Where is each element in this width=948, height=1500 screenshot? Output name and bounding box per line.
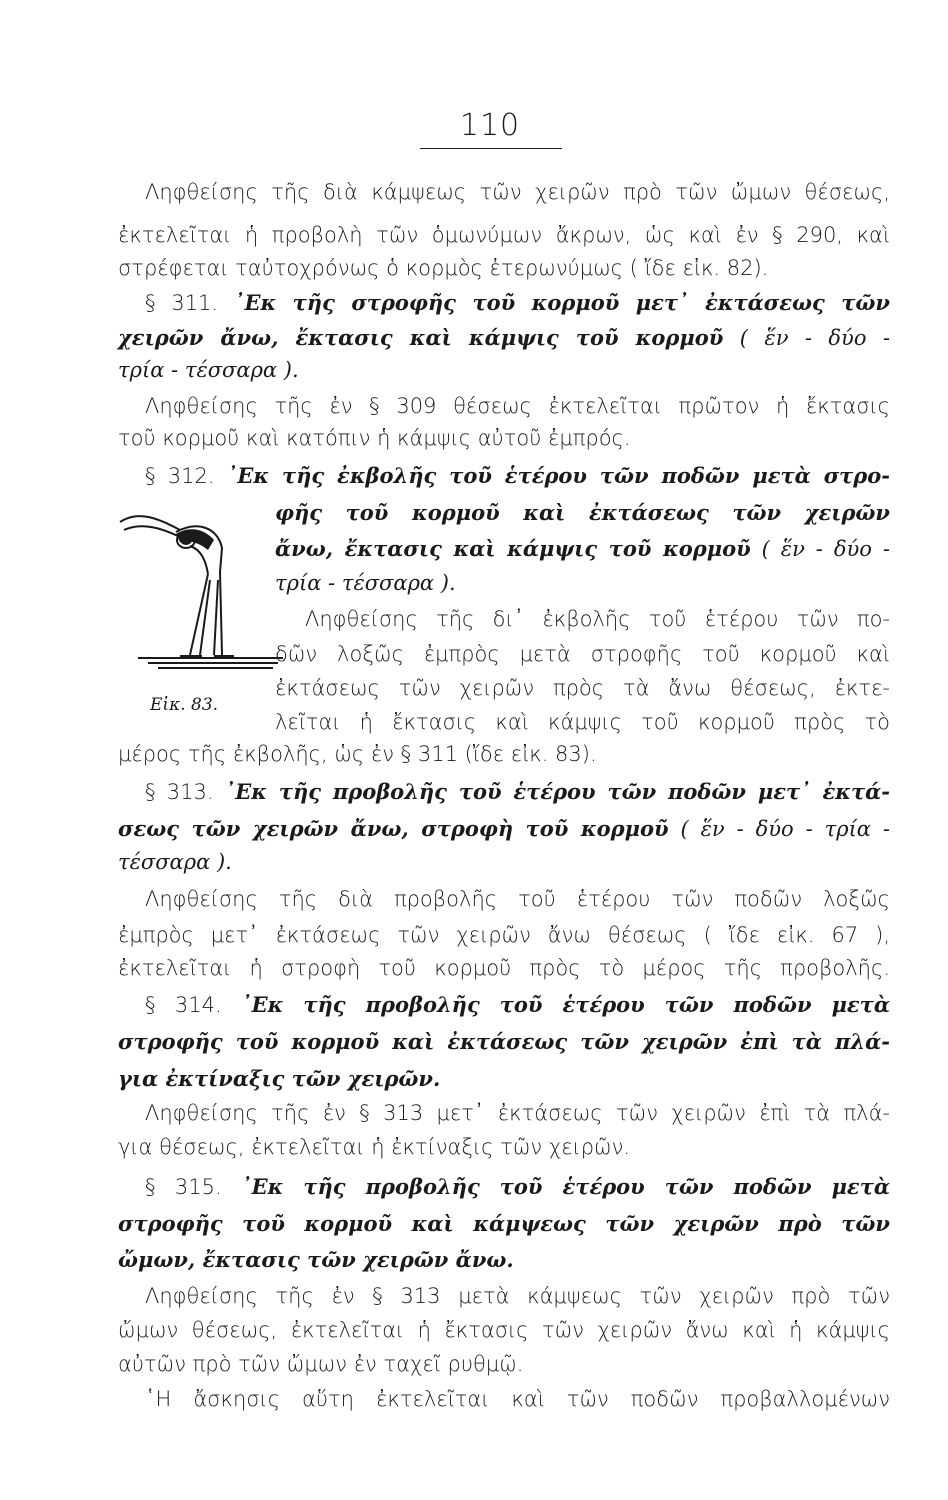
section-heading: ὤμων, ἔκτασις τῶν χειρῶν ἄνω. xyxy=(118,1247,514,1272)
text-line: μέρος τῆς ἐκβολῆς, ὡς ἐν § 311 (ἴδε εἰκ. 83). xyxy=(118,742,597,766)
text-line: ἐμπρὸς μετ᾿ ἐκτάσεως τῶν χειρῶν ἄνω θέσεως ( ἴδε εἰκ. 67 ), xyxy=(118,923,890,947)
text-line: στρέφεται ταὐτοχρόνως ὁ κορμὸς ἑτερωνύμως ( ἴδε εἰκ. 82). xyxy=(118,256,769,280)
section-heading: ἄνω, ἔκτασις καὶ κάμψις τοῦ κορμοῦ ( ἕν - δύο - xyxy=(275,536,890,561)
section-heading: σεως τῶν χειρῶν ἄνω, στροφὴ τοῦ κορμοῦ ( ἕν - δύο - τρία - xyxy=(118,816,891,841)
text-line: ἐκτελεῖται ἡ στροφὴ τοῦ κορμοῦ πρὸς τὸ μέρος τῆς προβολῆς. xyxy=(118,956,890,980)
figure-caption: Εἰκ. 83. xyxy=(150,695,219,715)
text-line: λεῖται ἡ ἔκτασις καὶ κάμψις τοῦ κορμοῦ πρὸς τὸ xyxy=(275,710,890,734)
text-line: ἐκτάσεως τῶν χειρῶν πρὸς τὰ ἄνω θέσεως, ἐκτε- xyxy=(275,676,890,700)
text-line: για θέσεως, ἐκτελεῖται ἡ ἐκτίναξις τῶν χειρῶν. xyxy=(118,1135,631,1159)
gymnast-figure xyxy=(118,500,288,685)
text-line: Ληφθείσης τῆς ἐν § 313 μετὰ κάμψεως τῶν χειρῶν πρὸ τῶν xyxy=(145,1284,890,1308)
text-line: Ληφθείσης τῆς δι᾿ ἐκβολῆς τοῦ ἑτέρου τῶν πο- xyxy=(305,607,890,631)
text-line: Ληφθείσης τῆς ἐν § 313 μετ᾿ ἐκτάσεως τῶν χειρῶν ἐπὶ τὰ πλά- xyxy=(145,1101,890,1125)
section-heading: § 312. ᾿Εκ τῆς ἐκβολῆς τοῦ ἑτέρου τῶν ποδῶν μετὰ στρο- xyxy=(145,463,890,488)
section-heading: § 315. ᾿Εκ τῆς προβολῆς τοῦ ἑτέρου τῶν ποδῶν μετὰ xyxy=(145,1174,890,1199)
text-line: ῾Η ἄσκησις αὕτη ἐκτελεῖται καὶ τῶν ποδῶν προβαλλομένων xyxy=(145,1387,890,1411)
section-heading: § 313. ᾿Εκ τῆς προβολῆς τοῦ ἑτέρου τῶν ποδῶν μετ᾿ ἐκτά- xyxy=(145,779,890,804)
text-line: ἐκτελεῖται ἡ προβολὴ τῶν ὁμωνύμων ἄκρων, ὡς καὶ ἐν § 290, καὶ xyxy=(118,223,890,247)
text-line: Ληφθείσης τῆς διὰ προβολῆς τοῦ ἑτέρου τῶν ποδῶν λοξῶς xyxy=(145,887,890,911)
section-heading: για ἐκτίναξις τῶν χειρῶν. xyxy=(118,1066,441,1091)
text-line: τέσσαρα ). xyxy=(118,850,232,874)
section-heading: § 314. ᾿Εκ τῆς προβολῆς τοῦ ἑτέρου τῶν ποδῶν μετὰ xyxy=(145,992,890,1017)
text-line: Ληφθείσης τῆς ἐν § 309 θέσεως ἐκτελεῖται πρῶτον ἡ ἔκτασις xyxy=(145,394,890,418)
section-heading: § 311. ᾿Εκ τῆς στροφῆς τοῦ κορμοῦ μετ᾿ ἐκτάσεως τῶν xyxy=(145,290,890,315)
page-number: 110 xyxy=(459,108,521,143)
text-line: τρία - τέσσαρα ). xyxy=(275,571,456,595)
text-line: αὐτῶν πρὸ τῶν ὤμων ἐν ταχεῖ ρυθμῷ. xyxy=(118,1352,524,1376)
text-line: Ληφθείσης τῆς διὰ κάμψεως τῶν χειρῶν πρὸ τῶν ὤμων θέσεως, xyxy=(145,180,890,204)
section-heading: φῆς τοῦ κορμοῦ καὶ ἐκτάσεως τῶν χειρῶν xyxy=(275,500,890,525)
section-heading: στροφῆς τοῦ κορμοῦ καὶ κάμψεως τῶν χειρῶν πρὸ τῶν xyxy=(118,1211,890,1236)
text-line: τρία - τέσσαρα ). xyxy=(118,358,299,382)
text-line: δῶν λοξῶς ἐμπρὸς μετὰ στροφῆς τοῦ κορμοῦ καὶ xyxy=(275,642,890,666)
section-heading: χειρῶν ἄνω, ἔκτασις καὶ κάμψις τοῦ κορμοῦ ( ἕν - δύο - xyxy=(118,325,890,350)
section-heading: στροφῆς τοῦ κορμοῦ καὶ ἐκτάσεως τῶν χειρῶν ἐπὶ τὰ πλά- xyxy=(118,1029,890,1054)
page-number-rule xyxy=(420,148,562,149)
text-line: ὤμων θέσεως, ἐκτελεῖται ἡ ἔκτασις τῶν χειρῶν ἄνω καὶ ἡ κάμψις xyxy=(118,1318,890,1342)
text-line: τοῦ κορμοῦ καὶ κατόπιν ἡ κάμψις αὐτοῦ ἐμπρός. xyxy=(118,426,631,450)
